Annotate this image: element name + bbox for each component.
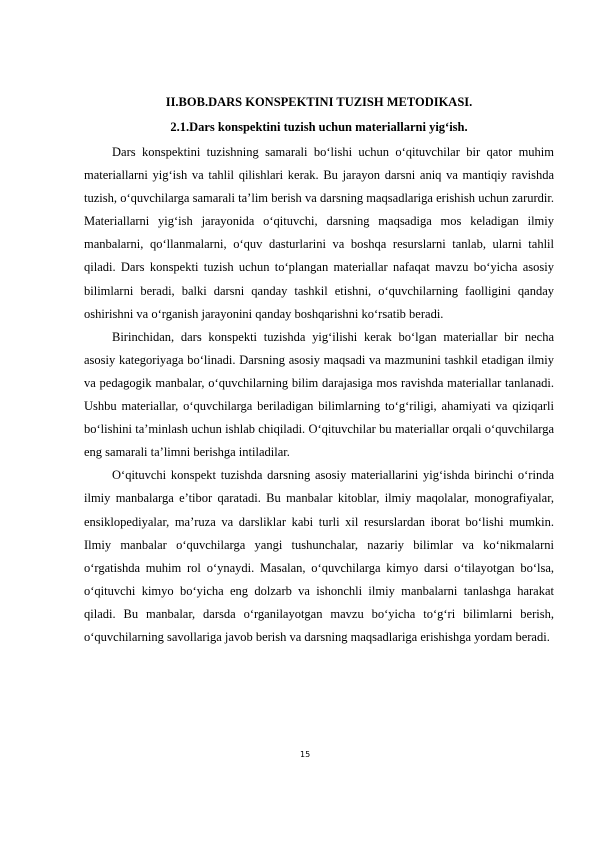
section-title: 2.1.Dars konspektini tuzish uchun materiallarni yig‘ish.: [170, 120, 468, 134]
paragraph-1: Dars konspektini tuzishning samarali bo‘lishi uchun o‘qituvchilar bir qator muhim materiallarni yig‘ish va tahlil qilishlari kerak. Bu jarayon darsni aniq va mantiqiy ravishda tuzish, o‘quvchilarga samarali ta’lim berish va darsning maqsadlariga erishish uchun zarurdir. Materiallarni yig‘ish jarayonida o‘qituvchi, darsning maqsadiga mos keladigan ilmiy manbalarni, qo‘llanmalarni, o‘quv dasturlarini va boshqa resurslarni tanlab, ularni tahlil qiladi. Dars konspekti tuzish uchun to‘plangan materiallar nafaqat mavzu bo‘yicha asosiy bilimlarni beradi, balki darsni qanday tashkil etishni, o‘quvchilarning faolligini qanday oshirishni va o‘rganish jarayonini qanday boshqarishni ko‘rsatib beradi.: [84, 145, 554, 321]
chapter-title: II.BOB.DARS KONSPEKTINI TUZISH METODIKASI.: [165, 95, 473, 109]
body-text: [84, 141, 554, 649]
paragraph-3: O‘qituvchi konspekt tuzishda darsning asosiy materiallarini yig‘ishda birinchi o‘rinda ilmiy manbalarga e’tibor qaratadi. Bu manbalar kitoblar, ilmiy maqolalar, monografiyalar, ensiklopediyalar, ma’ruza va darsliklar kabi turli xil resurslardan iborat bo‘lishi mumkin. Ilmiy manbalar o‘quvchilarga yangi tushunchalar, nazariy bilimlar va ko‘nikmalarni o‘rgatishda muhim rol o‘ynaydi. Masalan, o‘quvchilarga kimyo darsi o‘tilayotgan bo‘lsa, o‘qituvchi kimyo bo‘yicha eng dolzarb va ishonchli ilmiy manbalarni tanlashga harakat qiladi. Bu manbalar, darsda o‘rganilayotgan mavzu bo‘yicha to‘g‘ri bilimlarni berish, o‘quvchilarning savollariga javob berish va darsning maqsadlariga erishishga yordam beradi.: [84, 468, 554, 644]
paragraph-2: Birinchidan, dars konspekti tuzishda yig‘ilishi kerak bo‘lgan materiallar bir necha asosiy kategoriyaga bo‘linadi. Darsning asosiy maqsadi va mazmunini tashkil etadigan ilmiy va pedagogik manbalar, o‘quvchilarning bilim darajasiga mos ravishda materiallar tanlanadi. Ushbu materiallar, o‘quvchilarga beriladigan bilimlarning to‘g‘riligi, ahamiyati va qiziqarli bo‘lishini ta’minlash uchun ishlab chiqiladi. O‘qituvchilar bu materiallar orqali o‘quvchilarga eng samarali ta’limni berishga intiladilar.: [84, 329, 554, 460]
page-number: 15: [300, 750, 311, 759]
